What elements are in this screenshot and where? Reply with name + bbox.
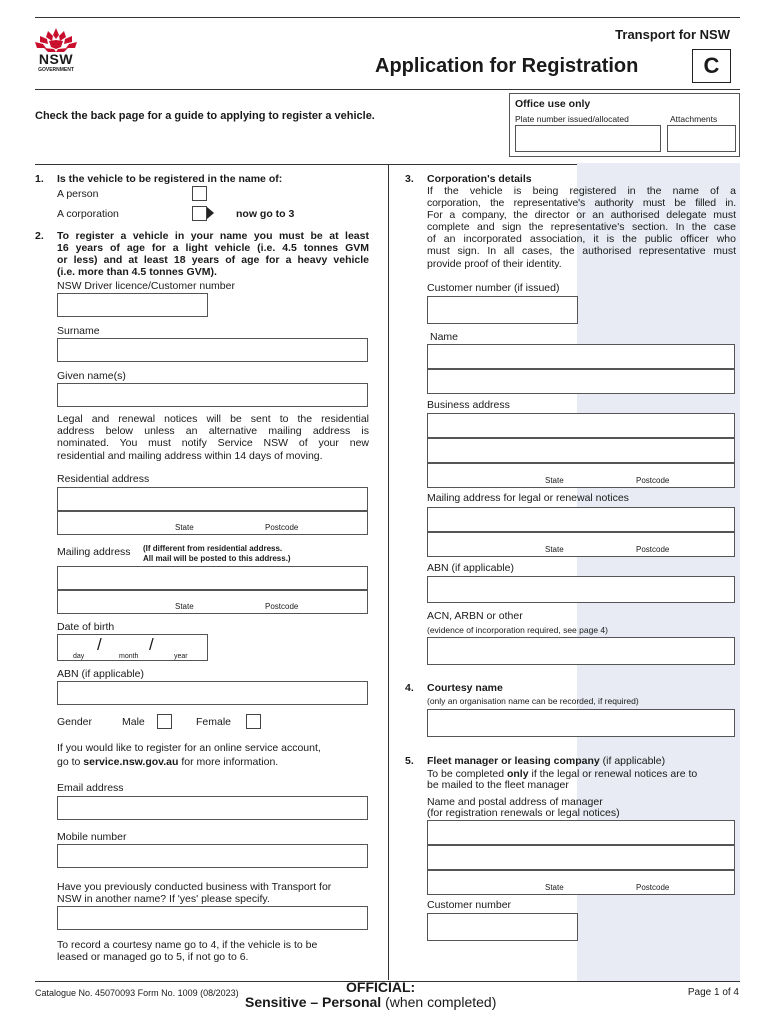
residential-postcode-label: Postcode bbox=[265, 523, 299, 532]
corp-mailing-state-label: State bbox=[545, 545, 564, 554]
manager-customer-input[interactable] bbox=[427, 913, 578, 941]
previous-line-2: NSW in another name? If 'yes' please specify. bbox=[57, 893, 270, 905]
attachments-label: Attachments bbox=[670, 114, 718, 124]
business-address-line2-input[interactable] bbox=[427, 438, 735, 463]
residential-state-label: State bbox=[175, 523, 194, 532]
mailing-postcode-label: Postcode bbox=[265, 602, 299, 611]
catalogue-number: Catalogue No. 45070093 Form No. 1009 (08/2023) bbox=[35, 988, 239, 998]
form-letter-badge: C bbox=[692, 49, 731, 83]
mailing-label: Mailing address bbox=[57, 546, 131, 558]
courtesy-line-1: To record a courtesy name go to 4, if the vehicle is to be bbox=[57, 939, 318, 951]
q2-intro-line: To register a vehicle in your name you must be at least bbox=[57, 230, 369, 242]
manager-name-label: Name and postal address of manager bbox=[427, 796, 603, 808]
q3-description bbox=[427, 185, 736, 270]
business-address-line3-input[interactable] bbox=[427, 463, 735, 488]
official-label: OFFICIAL: bbox=[346, 979, 416, 995]
dob-slash: / bbox=[149, 635, 154, 654]
email-input[interactable] bbox=[57, 796, 368, 820]
online-line-1: If you would like to register for an online service account, bbox=[57, 742, 321, 754]
nsw-government-logo bbox=[34, 27, 78, 73]
online-post: for more information. bbox=[178, 756, 279, 768]
guide-text: Check the back page for a guide to applying to register a vehicle. bbox=[35, 110, 375, 122]
q2-intro-line: 16 years of age for a light vehicle (i.e. 4.5 tonnes GVM bbox=[57, 242, 369, 254]
q5-title: Fleet manager or leasing company bbox=[427, 755, 600, 767]
mailing-note-2: All mail will be posted to this address.) bbox=[143, 554, 291, 563]
mailing-line1-input[interactable] bbox=[57, 566, 368, 590]
nsw-wordmark: NSW bbox=[38, 51, 74, 67]
q1-person-label: A person bbox=[57, 188, 99, 200]
dob-slash: / bbox=[97, 635, 102, 654]
male-label: Male bbox=[122, 716, 145, 728]
abn-label: ABN (if applicable) bbox=[57, 668, 144, 680]
q3-number: 3. bbox=[405, 173, 414, 185]
dob-input[interactable] bbox=[57, 634, 208, 661]
corp-name-label: Name bbox=[430, 331, 459, 343]
manager-state-label: State bbox=[545, 883, 564, 892]
q4-number: 4. bbox=[405, 682, 414, 694]
surname-label: Surname bbox=[57, 325, 100, 337]
office-use-panel bbox=[509, 93, 740, 157]
mailing-line2-input[interactable] bbox=[57, 590, 368, 614]
female-checkbox[interactable] bbox=[246, 714, 261, 729]
plate-label: Plate number issued/allocated bbox=[515, 114, 629, 124]
dob-month-label: month bbox=[119, 653, 139, 660]
q3-line: provide proof of their identity. bbox=[427, 257, 562, 270]
corp-name-line1-input[interactable] bbox=[427, 344, 735, 369]
acn-label: ACN, ARBN or other bbox=[427, 610, 523, 622]
licence-input[interactable] bbox=[57, 293, 208, 317]
q4-title: Courtesy name bbox=[427, 682, 503, 694]
manager-customer-label: Customer number bbox=[427, 899, 512, 911]
corp-mailing-postcode-label: Postcode bbox=[636, 545, 670, 554]
attachments-field bbox=[667, 125, 736, 152]
customer-number-label: Customer number (if issued) bbox=[427, 282, 560, 294]
mailing-note-1: (If different from residential address. bbox=[143, 544, 283, 553]
manager-postcode-label: Postcode bbox=[636, 883, 670, 892]
service-nsw-link[interactable]: service.nsw.gov.au bbox=[83, 756, 179, 768]
courtesy-line-2: leased or managed go to 5, if not go to 6. bbox=[57, 951, 249, 963]
q3-title: Corporation's details bbox=[427, 173, 532, 185]
mobile-input[interactable] bbox=[57, 844, 368, 868]
notice-line: address below unless an alternative mailing address is bbox=[57, 425, 369, 438]
given-name-input[interactable] bbox=[57, 383, 368, 407]
business-state-label: State bbox=[545, 476, 564, 485]
residential-label: Residential address bbox=[57, 473, 150, 485]
business-address-line1-input[interactable] bbox=[427, 413, 735, 438]
mobile-label: Mobile number bbox=[57, 831, 127, 843]
corporation-checkbox[interactable] bbox=[192, 206, 207, 221]
previous-line-1: Have you previously conducted business with Transport for bbox=[57, 881, 332, 893]
abn-input[interactable] bbox=[57, 681, 368, 705]
corp-mailing-label: Mailing address for legal or renewal notices bbox=[427, 492, 629, 504]
corp-name-line2-input[interactable] bbox=[427, 369, 735, 394]
q2-number: 2. bbox=[35, 230, 44, 242]
notice-text bbox=[57, 413, 369, 462]
when-completed-text: (when completed) bbox=[381, 994, 497, 1010]
online-pre: go to bbox=[57, 756, 84, 768]
q5-line1-pre: To be completed bbox=[427, 768, 507, 780]
q1-goto: now go to 3 bbox=[236, 208, 295, 220]
notice-line: Legal and renewal notices will be sent to the residential bbox=[57, 413, 369, 425]
q2-intro-line: (i.e. more than 4.5 tonnes GVM). bbox=[57, 266, 217, 278]
q3-line: of an incorporated association, it is the public officer who bbox=[427, 233, 736, 246]
notice-line: residential and mailing address within 14 days of moving. bbox=[57, 449, 323, 462]
government-wordmark: GOVERNMENT bbox=[38, 67, 74, 73]
manager-name-note: (for registration renewals or legal notices) bbox=[427, 807, 620, 819]
acn-input[interactable] bbox=[427, 637, 735, 665]
business-address-label: Business address bbox=[427, 399, 510, 411]
corp-mailing-line1-input[interactable] bbox=[427, 507, 735, 532]
corp-abn-label: ABN (if applicable) bbox=[427, 562, 514, 574]
q5-line1-bold: only bbox=[506, 768, 529, 780]
corp-abn-input[interactable] bbox=[427, 576, 735, 603]
manager-line1-input[interactable] bbox=[427, 820, 735, 845]
female-label: Female bbox=[196, 716, 232, 728]
dob-label: Date of birth bbox=[57, 621, 115, 633]
mailing-state-label: State bbox=[175, 602, 194, 611]
courtesy-name-input[interactable] bbox=[427, 709, 735, 737]
page-number: Page 1 of 4 bbox=[687, 987, 739, 998]
q3-line: must sign. In all cases, the authorised representative must bbox=[427, 245, 736, 258]
top-rule bbox=[35, 17, 740, 18]
male-checkbox[interactable] bbox=[157, 714, 172, 729]
licence-label: NSW Driver licence/Customer number bbox=[57, 280, 235, 292]
q5-title-row bbox=[427, 755, 665, 767]
q4-note: (only an organisation name can be recorded, if required) bbox=[427, 696, 639, 706]
surname-input[interactable] bbox=[57, 338, 368, 362]
q5-title-note: (if applicable) bbox=[599, 755, 666, 767]
customer-number-input[interactable] bbox=[427, 296, 578, 324]
arrow-right-icon bbox=[207, 207, 214, 219]
q1-corporation-label: A corporation bbox=[57, 208, 119, 220]
waratah-icon bbox=[34, 27, 78, 53]
sensitive-text: Sensitive – Personal bbox=[245, 994, 382, 1010]
online-line-2 bbox=[57, 756, 278, 768]
office-use-title: Office use only bbox=[515, 98, 591, 110]
q5-line-2: be mailed to the fleet manager bbox=[427, 779, 569, 791]
email-label: Email address bbox=[57, 782, 124, 794]
residential-line1-input[interactable] bbox=[57, 487, 368, 511]
manager-line3-input[interactable] bbox=[427, 870, 735, 895]
q3-line: If the vehicle is being registered in the name of a bbox=[427, 185, 736, 197]
q3-line: complete and sign the representative's section. In the case bbox=[427, 221, 736, 234]
person-checkbox[interactable] bbox=[192, 186, 207, 201]
corp-mailing-line2-input[interactable] bbox=[427, 532, 735, 557]
q3-line: For a company, the director or an authorised delegate must bbox=[427, 209, 736, 222]
residential-line2-input[interactable] bbox=[57, 511, 368, 535]
q1-number: 1. bbox=[35, 173, 44, 185]
given-name-label: Given name(s) bbox=[57, 370, 126, 382]
column-separator bbox=[388, 165, 389, 980]
q2-intro bbox=[57, 230, 369, 278]
dob-day-label: day bbox=[73, 653, 85, 660]
q2-intro-line: or less) and at least 18 years of age for a heavy vehicle bbox=[57, 254, 369, 266]
notice-line: nominated. You must notify Service NSW of your new bbox=[57, 437, 369, 450]
acn-note: (evidence of incorporation required, see page 4) bbox=[427, 625, 608, 635]
q5-line1-post: if the legal or renewal notices are to bbox=[528, 768, 698, 780]
agency-name: Transport for NSW bbox=[615, 27, 730, 42]
previous-name-input[interactable] bbox=[57, 906, 368, 930]
q3-line: corporation, the representative's authority must be filled in. bbox=[427, 197, 736, 210]
header-rule bbox=[35, 89, 740, 90]
sensitive-label bbox=[245, 994, 496, 1010]
plate-number-field bbox=[515, 125, 661, 152]
dob-year-label: year bbox=[174, 653, 188, 660]
gender-label: Gender bbox=[57, 716, 93, 728]
page-title: Application for Registration bbox=[375, 55, 639, 77]
business-postcode-label: Postcode bbox=[636, 476, 670, 485]
manager-line2-input[interactable] bbox=[427, 845, 735, 870]
q1-question: Is the vehicle to be registered in the name of: bbox=[57, 173, 283, 185]
q5-number: 5. bbox=[405, 755, 414, 767]
